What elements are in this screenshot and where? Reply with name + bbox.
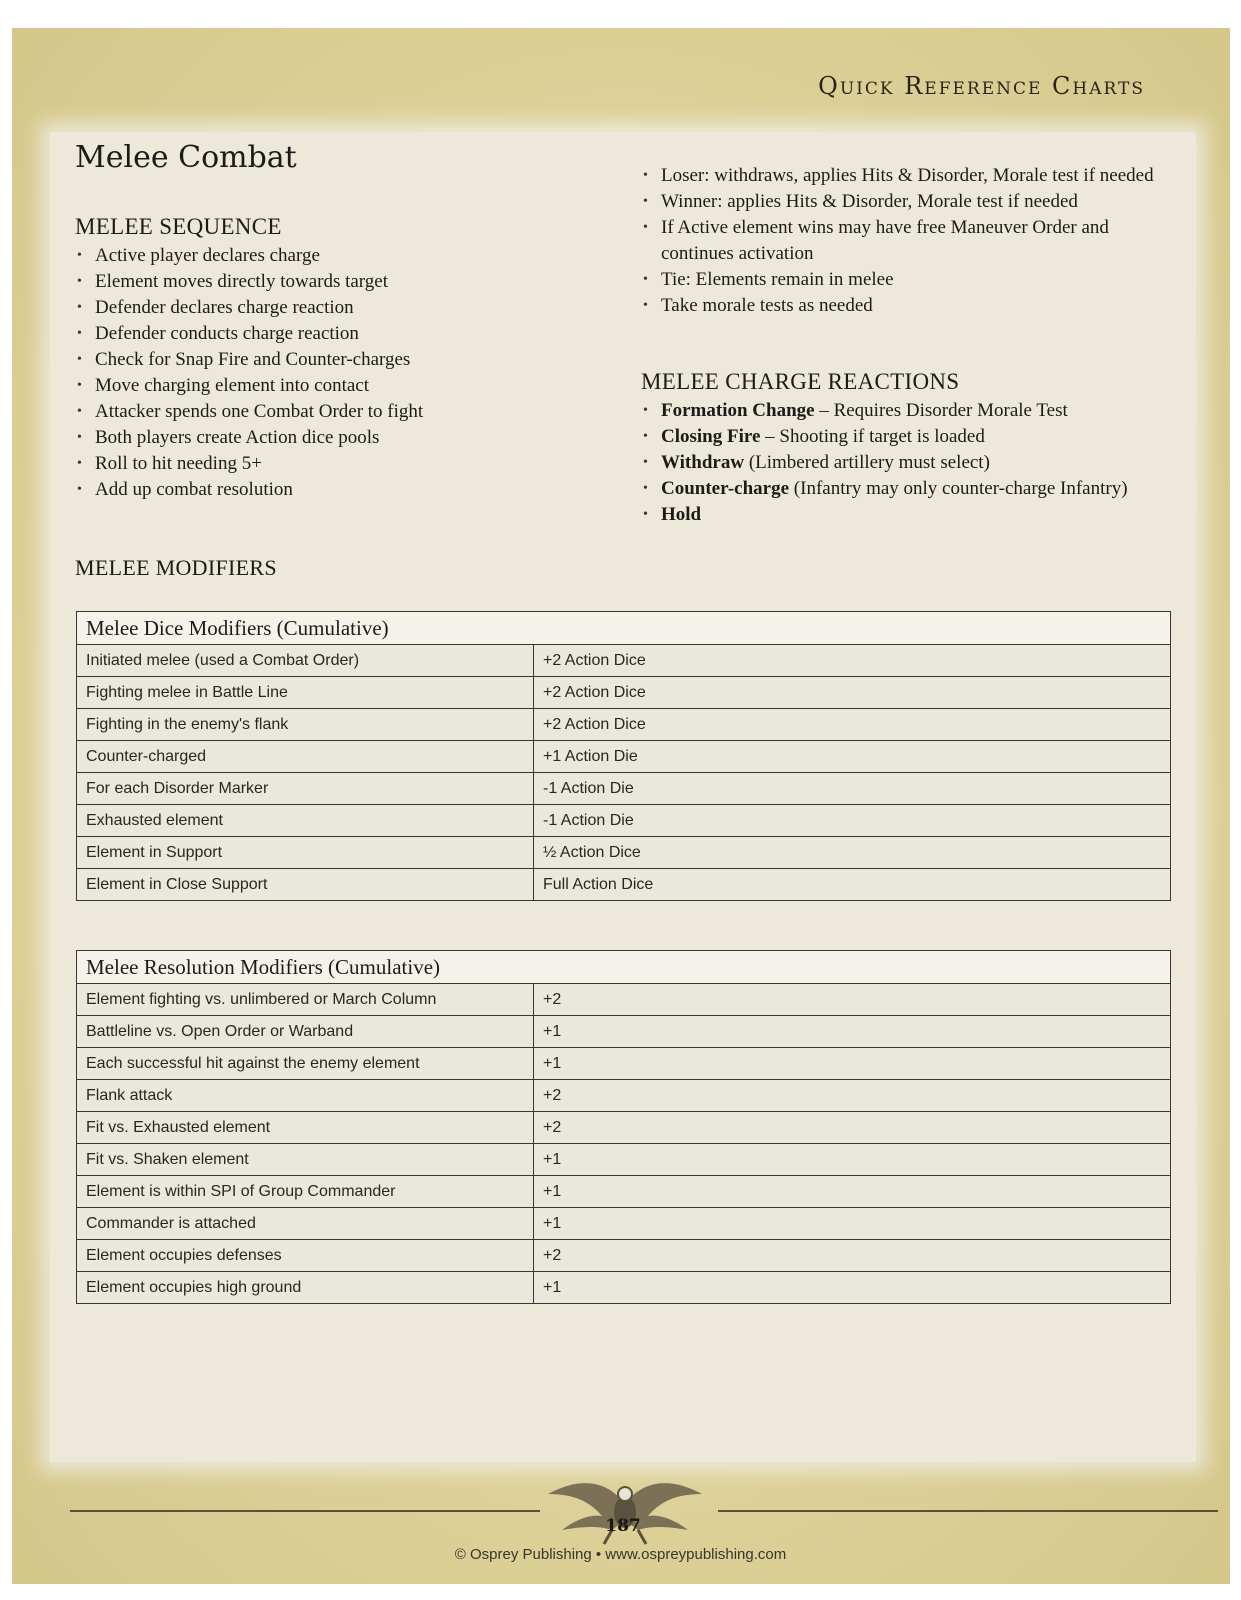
list-item	[641, 502, 1201, 528]
reaction-detail: – Shooting if target is loaded	[760, 426, 985, 447]
reaction-name: Closing Fire	[661, 426, 761, 447]
list-item: • Roll to hit needing 5+	[75, 451, 595, 477]
list-item	[641, 476, 1201, 502]
modifier-value: +1 Action Die	[534, 741, 1171, 773]
reaction-detail: (Limbered artillery must select)	[744, 452, 990, 473]
modifier-condition: Fighting in the enemy's flank	[77, 709, 534, 741]
table-title: Melee Dice Modifiers (Cumulative)	[77, 612, 1171, 645]
list-item: • Defender conducts charge reaction	[75, 321, 595, 347]
modifier-value: +2	[534, 1080, 1171, 1112]
list-item	[641, 424, 1201, 450]
table-row	[77, 837, 1171, 869]
melee-sequence-heading: MELEE SEQUENCE	[75, 214, 282, 239]
table-row	[77, 1144, 1171, 1176]
list-item: • If Active element wins may have free Maneuver Order and continues activation	[641, 215, 1181, 267]
page-number: 187	[605, 1516, 641, 1536]
modifier-value: +1	[534, 1016, 1171, 1048]
modifier-value: +2	[534, 1112, 1171, 1144]
modifier-condition: Element is within SPI of Group Commander	[77, 1176, 534, 1208]
modifier-value: +1	[534, 1208, 1171, 1240]
reaction-name: Withdraw	[661, 452, 745, 473]
table-row	[77, 1112, 1171, 1144]
modifier-condition: Element in Support	[77, 837, 534, 869]
reaction-detail: – Requires Disorder Morale Test	[814, 400, 1068, 421]
table-row	[77, 1240, 1171, 1272]
footer-rule-right	[718, 1510, 1218, 1512]
list-item: • Take morale tests as needed	[641, 293, 1181, 319]
modifier-value: +1	[534, 1048, 1171, 1080]
reaction-name: Formation Change	[661, 400, 815, 421]
list-item: • Add up combat resolution	[75, 477, 595, 503]
page-title: Melee Combat	[75, 140, 297, 175]
table-row	[77, 1080, 1171, 1112]
list-item: • Move charging element into contact	[75, 373, 595, 399]
modifier-value: +2 Action Dice	[534, 645, 1171, 677]
list-item: • Attacker spends one Combat Order to fight	[75, 399, 595, 425]
modifier-value: ½ Action Dice	[534, 837, 1171, 869]
table-row	[77, 805, 1171, 837]
table-row	[77, 984, 1171, 1016]
table-row	[77, 1016, 1171, 1048]
footer-rule-left	[70, 1510, 540, 1512]
modifier-condition: Fit vs. Exhausted element	[77, 1112, 534, 1144]
table-row	[77, 869, 1171, 901]
modifier-condition: For each Disorder Marker	[77, 773, 534, 805]
charge-reactions-list	[641, 398, 1201, 528]
running-header: Quick Reference Charts	[818, 72, 1145, 100]
modifier-value: -1 Action Die	[534, 805, 1171, 837]
list-item: • Check for Snap Fire and Counter-charges	[75, 347, 595, 373]
melee-outcome-list	[641, 163, 1181, 319]
modifier-value: +2 Action Dice	[534, 709, 1171, 741]
modifier-condition: Fighting melee in Battle Line	[77, 677, 534, 709]
list-item: • Tie: Elements remain in melee	[641, 267, 1181, 293]
modifier-value: +2	[534, 984, 1171, 1016]
modifier-condition: Flank attack	[77, 1080, 534, 1112]
table-row	[77, 1176, 1171, 1208]
modifier-condition: Element fighting vs. unlimbered or March Column	[77, 984, 534, 1016]
table-row	[77, 645, 1171, 677]
table-row	[77, 677, 1171, 709]
modifier-condition: Element occupies defenses	[77, 1240, 534, 1272]
modifier-condition: Initiated melee (used a Combat Order)	[77, 645, 534, 677]
dice-modifiers-table	[76, 611, 1171, 901]
modifier-value: +1	[534, 1176, 1171, 1208]
modifier-condition: Each successful hit against the enemy element	[77, 1048, 534, 1080]
resolution-modifiers-table	[76, 950, 1171, 1304]
table-row	[77, 1272, 1171, 1304]
table-row	[77, 1208, 1171, 1240]
modifier-value: Full Action Dice	[534, 869, 1171, 901]
modifier-condition: Counter-charged	[77, 741, 534, 773]
table-row	[77, 741, 1171, 773]
table-row	[77, 709, 1171, 741]
reaction-name: Hold	[661, 504, 702, 525]
modifier-value: +2	[534, 1240, 1171, 1272]
modifier-condition: Battleline vs. Open Order or Warband	[77, 1016, 534, 1048]
modifiers-heading: MELEE MODIFIERS	[75, 555, 277, 580]
modifier-value: -1 Action Die	[534, 773, 1171, 805]
reaction-detail: (Infantry may only counter-charge Infantry)	[789, 478, 1128, 499]
modifier-value: +1	[534, 1144, 1171, 1176]
list-item	[641, 450, 1201, 476]
modifier-condition: Exhausted element	[77, 805, 534, 837]
modifier-condition: Element in Close Support	[77, 869, 534, 901]
list-item: • Both players create Action dice pools	[75, 425, 595, 451]
table-row	[77, 773, 1171, 805]
list-item: • Defender declares charge reaction	[75, 295, 595, 321]
melee-sequence-list	[75, 243, 595, 503]
list-item	[641, 398, 1201, 424]
modifier-value: +1	[534, 1272, 1171, 1304]
copyright-line: © Osprey Publishing • www.ospreypublishing.com	[454, 1546, 787, 1563]
modifier-condition: Fit vs. Shaken element	[77, 1144, 534, 1176]
modifier-condition: Element occupies high ground	[77, 1272, 534, 1304]
modifier-value: +2 Action Dice	[534, 677, 1171, 709]
charge-reactions-heading: MELEE CHARGE REACTIONS	[641, 369, 960, 394]
table-row	[77, 1048, 1171, 1080]
modifier-condition: Commander is attached	[77, 1208, 534, 1240]
table-title: Melee Resolution Modifiers (Cumulative)	[77, 951, 1171, 984]
list-item: • Loser: withdraws, applies Hits & Disorder, Morale test if needed	[641, 163, 1181, 189]
reaction-name: Counter-charge	[661, 478, 790, 499]
list-item: • Element moves directly towards target	[75, 269, 595, 295]
list-item: • Winner: applies Hits & Disorder, Morale test if needed	[641, 189, 1181, 215]
list-item: • Active player declares charge	[75, 243, 595, 269]
